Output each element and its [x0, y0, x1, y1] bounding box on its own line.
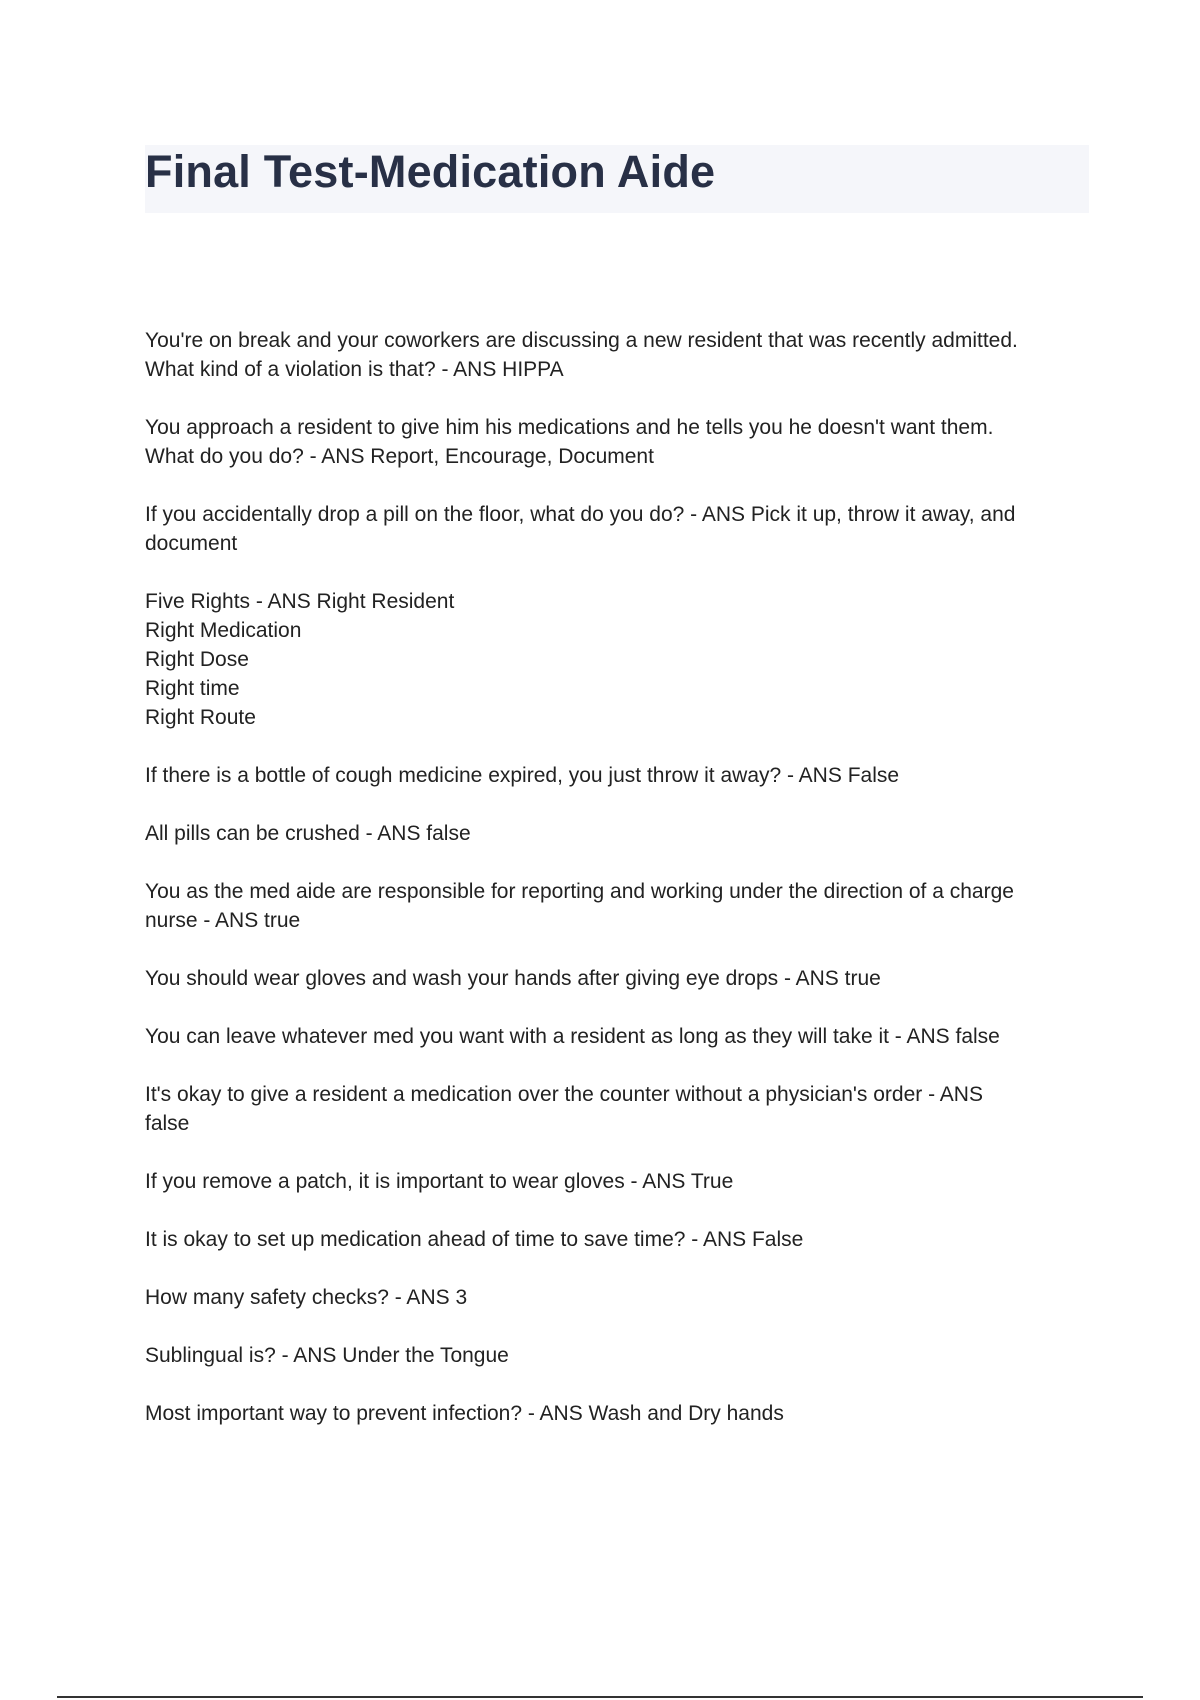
bottom-rule: [57, 1696, 1143, 1698]
qa-list: [145, 326, 1095, 1457]
qa-item-1: You're on break and your coworkers are discussing a new resident that was recently admitted. What kind of a violation is that? - ANS HIPPA: [145, 329, 1018, 381]
document-title: Final Test-Medication Aide: [145, 146, 716, 197]
qa-item-11: If you remove a patch, it is important to wear gloves - ANS True: [145, 1170, 734, 1193]
qa-item-5: If there is a bottle of cough medicine expired, you just throw it away? - ANS False: [145, 764, 900, 787]
qa-item-9: You can leave whatever med you want with a resident as long as they will take it - ANS false: [145, 1025, 1000, 1048]
qa-item-4: Five Rights - ANS Right Resident Right Medication Right Dose Right time Right Route: [145, 590, 455, 729]
qa-item-12: It is okay to set up medication ahead of time to save time? - ANS False: [145, 1228, 804, 1251]
qa-item-15: Most important way to prevent infection? - ANS Wash and Dry hands: [145, 1402, 784, 1425]
qa-item-8: You should wear gloves and wash your hands after giving eye drops - ANS true: [145, 967, 881, 990]
qa-item-13: How many safety checks? - ANS 3: [145, 1286, 468, 1309]
qa-item-3: If you accidentally drop a pill on the floor, what do you do? - ANS Pick it up, throw it away, and document: [145, 503, 1016, 555]
qa-item-7: You as the med aide are responsible for reporting and working under the direction of a charge nurse - ANS true: [145, 880, 1014, 932]
qa-item-10: It's okay to give a resident a medication over the counter without a physician's order - ANS false: [145, 1083, 983, 1135]
qa-item-2: You approach a resident to give him his medications and he tells you he doesn't want them. What do you do? - ANS Report, Encourage, Document: [145, 416, 994, 468]
qa-item-14: Sublingual is? - ANS Under the Tongue: [145, 1344, 509, 1367]
qa-item-6: All pills can be crushed - ANS false: [145, 822, 471, 845]
